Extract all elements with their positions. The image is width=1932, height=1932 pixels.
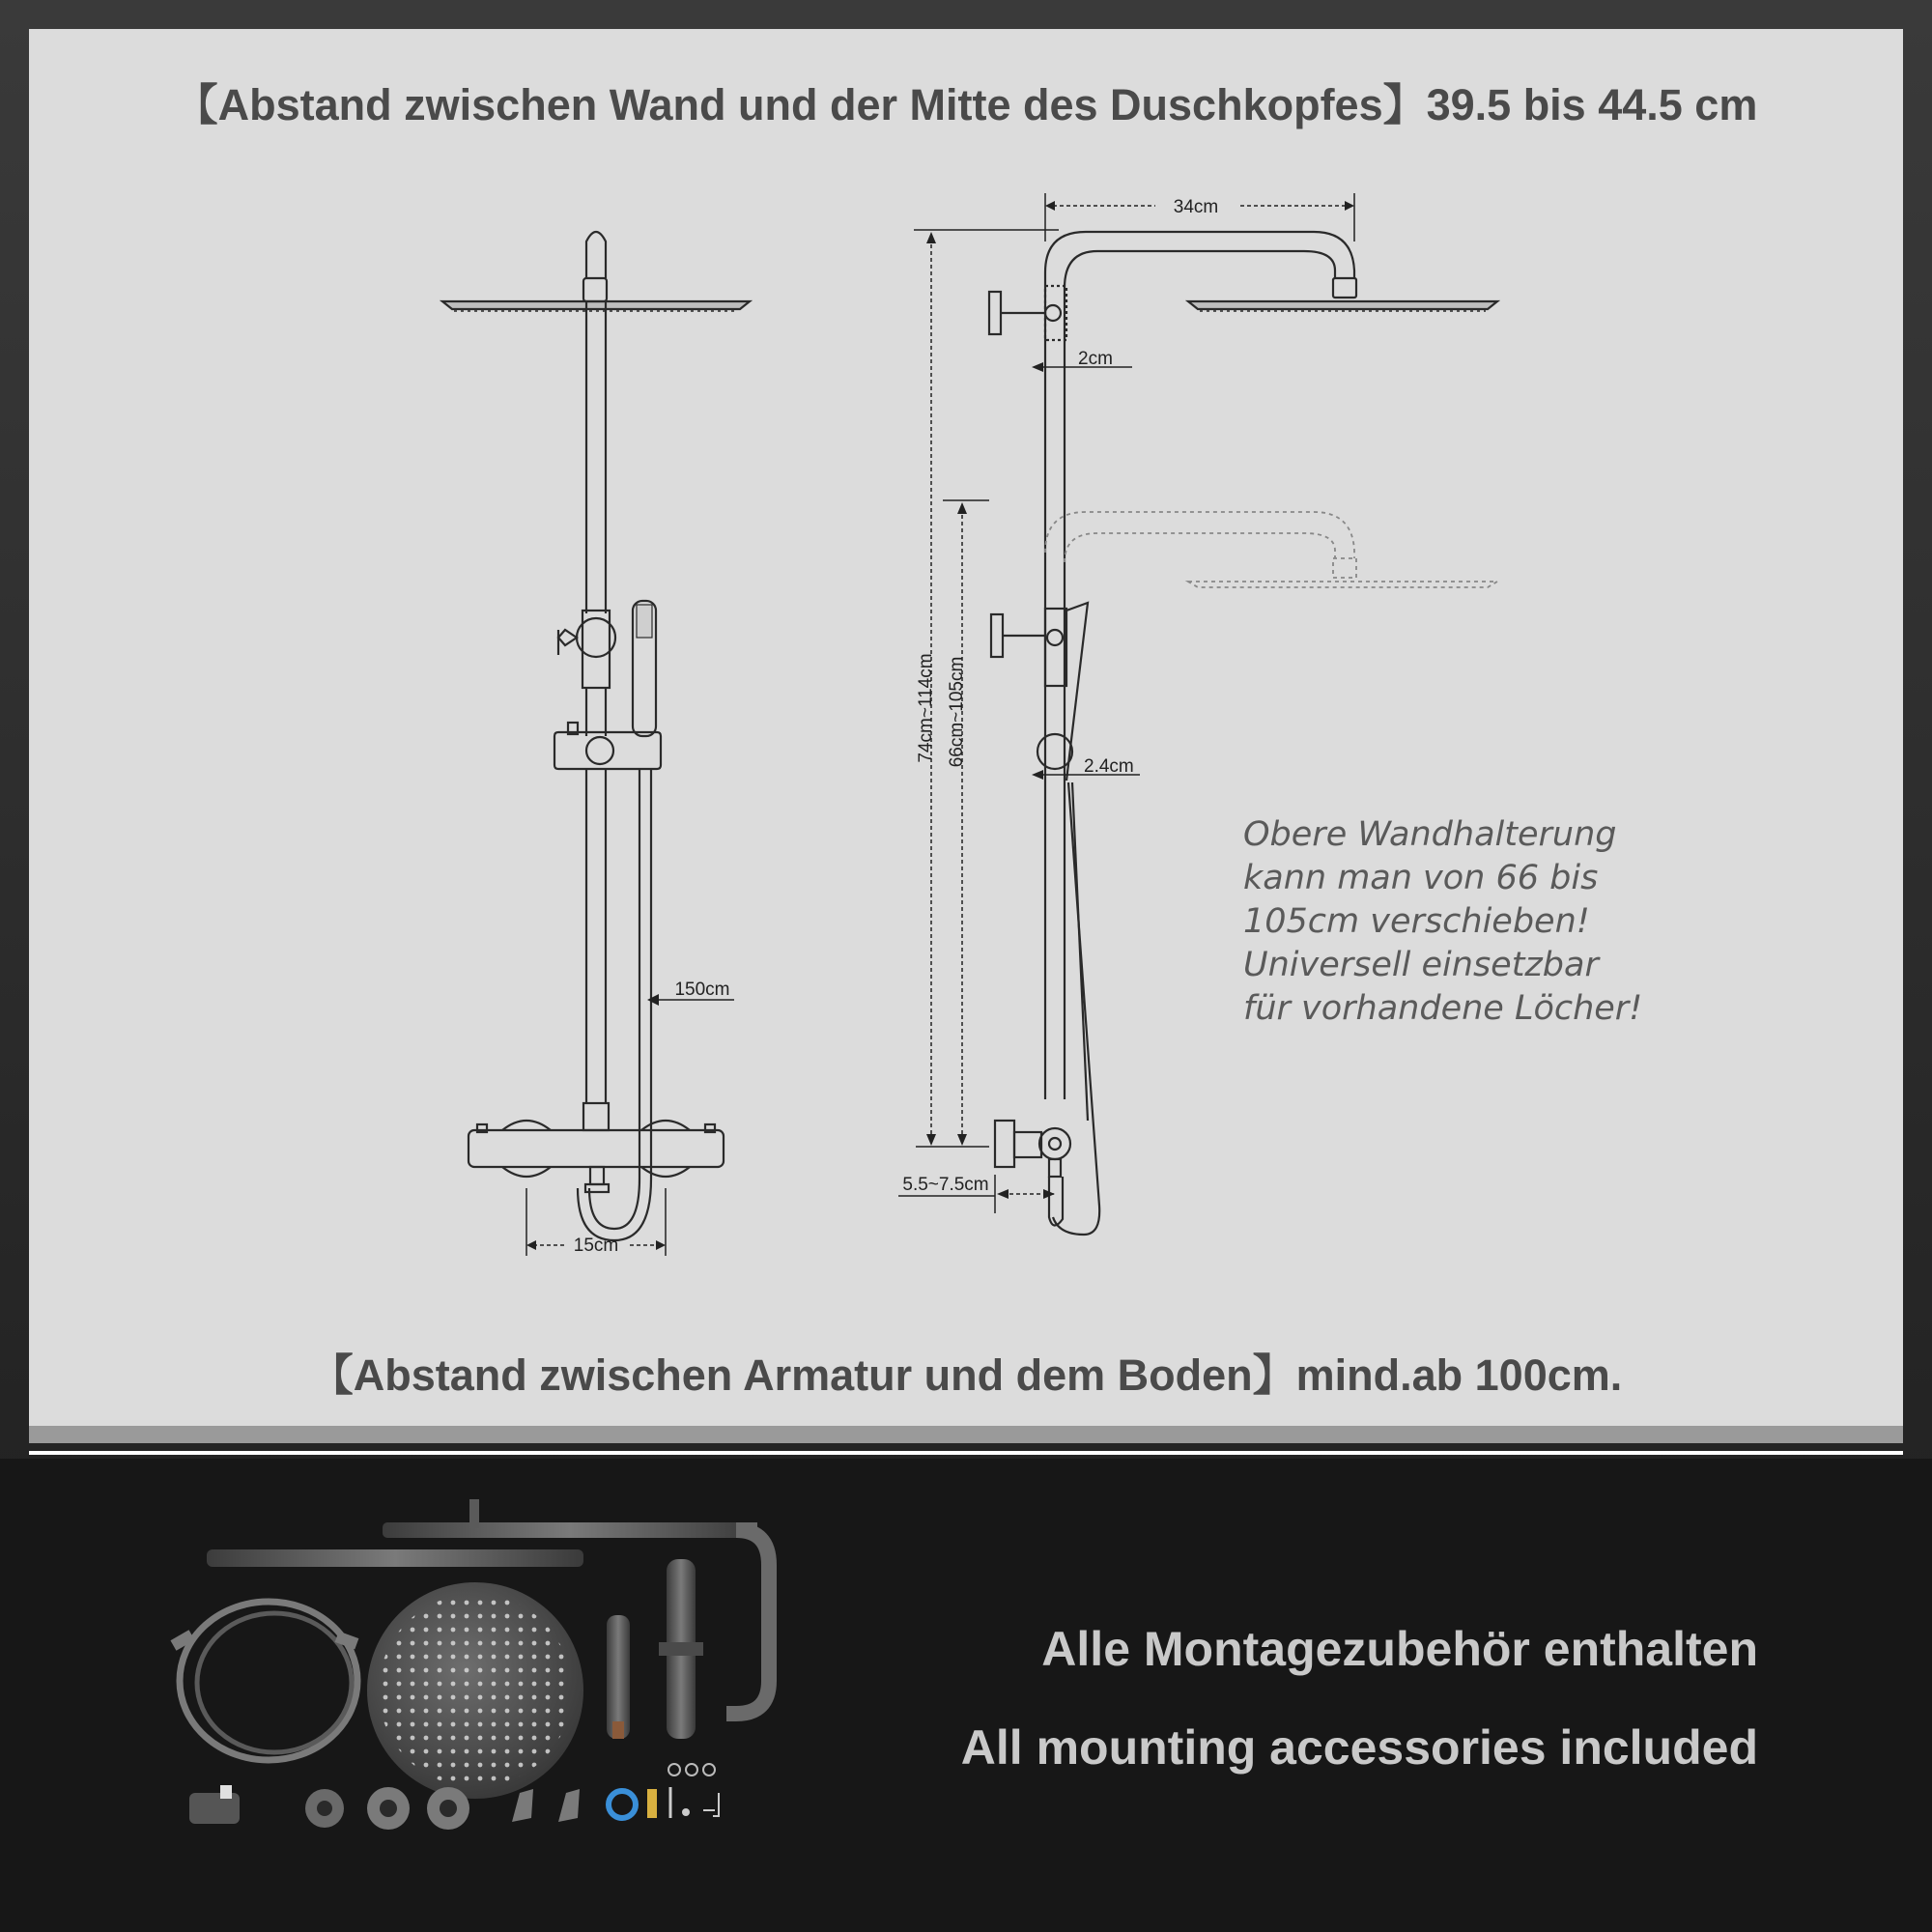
hose-length-label: 150cm (674, 980, 730, 1000)
hex-key (713, 1793, 719, 1816)
hand-shower (607, 1615, 630, 1739)
total-height-label: 74cm~114cm (916, 653, 936, 763)
pipe-offset-slider-label: 2.4cm (1084, 756, 1134, 777)
floor-distance-headline: 【Abstand zwischen Armatur und dem Boden】mind.ab 100cm. (309, 1350, 1623, 1400)
pipe-offset-top-label: 2cm (1078, 349, 1113, 369)
note-line: Universell einsetzbar (1243, 946, 1599, 984)
bracket-range-label: 66cm~105cm (947, 656, 967, 768)
eccentric-connector (512, 1789, 533, 1822)
valve-wall-distance-label: 5.5~7.5cm (902, 1175, 989, 1195)
note-line: 105cm verschieben! (1243, 902, 1590, 941)
shower-hose (180, 1602, 357, 1760)
valve-spacing-label: 15cm (573, 1236, 619, 1256)
note-line: für vorhandene Löcher! (1243, 989, 1643, 1028)
seal-ring (609, 1791, 636, 1818)
extension-pipe (207, 1549, 583, 1567)
shower-arm (726, 1530, 769, 1714)
sealing-tape (647, 1789, 657, 1818)
arm-length-label: 34cm (1173, 197, 1219, 217)
note-line: kann man von 66 bis (1243, 859, 1599, 897)
eccentric-connector (558, 1789, 580, 1822)
accessories-caption-en: All mounting accessories included (960, 1720, 1758, 1775)
slider-part (189, 1793, 240, 1824)
accessories-caption-de: Alle Montagezubehör enthalten (1041, 1622, 1758, 1676)
top-pipe (383, 1522, 757, 1538)
wall-distance-headline: 【Abstand zwischen Wand und der Mitte des Duschkopfes】39.5 bis 44.5 cm (174, 80, 1758, 129)
note-line: Obere Wandhalterung (1243, 815, 1617, 854)
